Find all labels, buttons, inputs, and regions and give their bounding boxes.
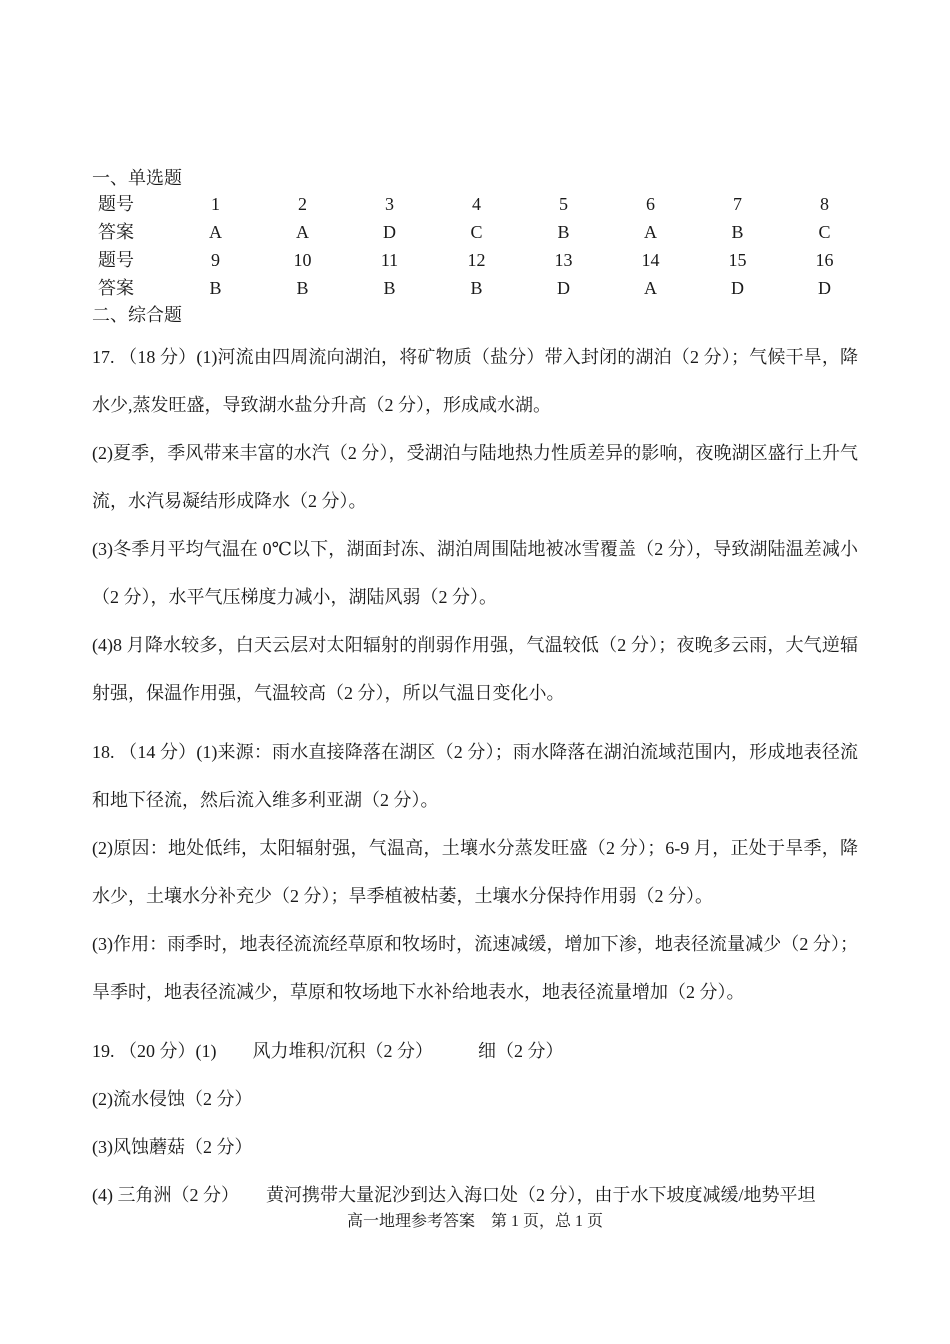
answer-paragraph-q17-1: 17. （18 分）(1)河流由四周流向湖泊，将矿物质（盐分）带入封闭的湖泊（2 分）；气候干旱，降水少,蒸发旺盛，导致湖水盐分升高（2 分），形成咸水湖。 <box>92 347 858 415</box>
question-number: 16 <box>815 250 834 270</box>
question-number: 6 <box>646 194 655 214</box>
question-number: 9 <box>211 250 220 270</box>
section-title-single-choice: 一、单选题 <box>92 168 182 188</box>
row-header: 题号 <box>98 250 134 270</box>
answer-letter: D <box>383 222 396 242</box>
answer-letter: B <box>209 278 222 298</box>
answer-letter: B <box>557 222 570 242</box>
question-number: 11 <box>380 250 399 270</box>
answer-paragraph-q18-2: (2)原因：地处低纬，太阳辐射强，气温高，土壤水分蒸发旺盛（2 分）；6-9 月，正处于旱季，降水少，土壤水分补充少（2 分）；旱季植被枯萎，土壤水分保持作用弱（2 分）。 <box>92 838 858 906</box>
answer-letter: A <box>296 222 309 242</box>
question-number: 7 <box>733 194 742 214</box>
answer-letter: B <box>731 222 744 242</box>
row-header: 答案 <box>98 222 134 242</box>
answer-table <box>92 190 868 302</box>
answer-letter: A <box>644 222 657 242</box>
comprehensive-answers <box>92 333 858 1219</box>
question-number: 5 <box>559 194 568 214</box>
answer-letter: B <box>470 278 483 298</box>
question-number: 13 <box>554 250 573 270</box>
answer-paragraph-q19-1: 19. （20 分）(1) 风力堆积/沉积（2 分） 细（2 分） <box>92 1041 564 1061</box>
row-header: 答案 <box>98 278 134 298</box>
question-number: 14 <box>641 250 660 270</box>
section-title-comprehensive: 二、综合题 <box>92 305 182 325</box>
answer-paragraph-q19-4: (4) 三角洲（2 分） 黄河携带大量泥沙到达入海口处（2 分），由于水下坡度减缓/地势平坦 <box>92 1185 816 1205</box>
question-number: 1 <box>211 194 220 214</box>
question-number: 15 <box>728 250 747 270</box>
answer-letter: B <box>383 278 396 298</box>
answer-paragraph-q19-3: (3)风蚀蘑菇（2 分） <box>92 1137 253 1157</box>
answer-letter: A <box>644 278 657 298</box>
question-number: 4 <box>472 194 481 214</box>
answer-paragraph-q17-4: (4)8 月降水较多，白天云层对太阳辐射的削弱作用强，气温较低（2 分）；夜晚多云雨，大气逆辐射强，保温作用强，气温较高（2 分），所以气温日变化小。 <box>92 635 858 703</box>
answer-paragraph-q18-3: (3)作用：雨季时，地表径流流经草原和牧场时，流速减缓，增加下渗，地表径流量减少（2 分）；旱季时，地表径流减少，草原和牧场地下水补给地表水，地表径流量增加（2 分）。 <box>92 934 858 1002</box>
row-header: 题号 <box>98 194 134 214</box>
answer-letter: C <box>818 222 831 242</box>
answer-paragraph-q17-3: (3)冬季月平均气温在 0℃以下，湖面封冻、湖泊周围陆地被冰雪覆盖（2 分），导致湖陆温差减小（2 分），水平气压梯度力减小，湖陆风弱（2 分）。 <box>92 539 858 607</box>
answer-letter: A <box>209 222 222 242</box>
answer-paragraph-q19-2: (2)流水侵蚀（2 分） <box>92 1089 253 1109</box>
question-number: 2 <box>298 194 307 214</box>
answer-letter: D <box>731 278 744 298</box>
question-number: 10 <box>293 250 312 270</box>
answer-letter: C <box>470 222 483 242</box>
answer-paragraph-q18-1: 18. （14 分）(1)来源：雨水直接降落在湖区（2 分）；雨水降落在湖泊流域范围内，形成地表径流和地下径流，然后流入维多利亚湖（2 分）。 <box>92 742 858 810</box>
answer-letter: B <box>296 278 309 298</box>
question-number: 12 <box>467 250 486 270</box>
answer-letter: D <box>557 278 570 298</box>
answer-paragraph-q17-2: (2)夏季，季风带来丰富的水汽（2 分），受湖泊与陆地热力性质差异的影响，夜晚湖区盛行上升气流，水汽易凝结形成降水（2 分）。 <box>92 443 858 511</box>
question-number: 8 <box>820 194 829 214</box>
page-footer: 高一地理参考答案 第 1 页，总 1 页 <box>346 1213 603 1230</box>
answer-letter: D <box>818 278 831 298</box>
question-number: 3 <box>385 194 394 214</box>
